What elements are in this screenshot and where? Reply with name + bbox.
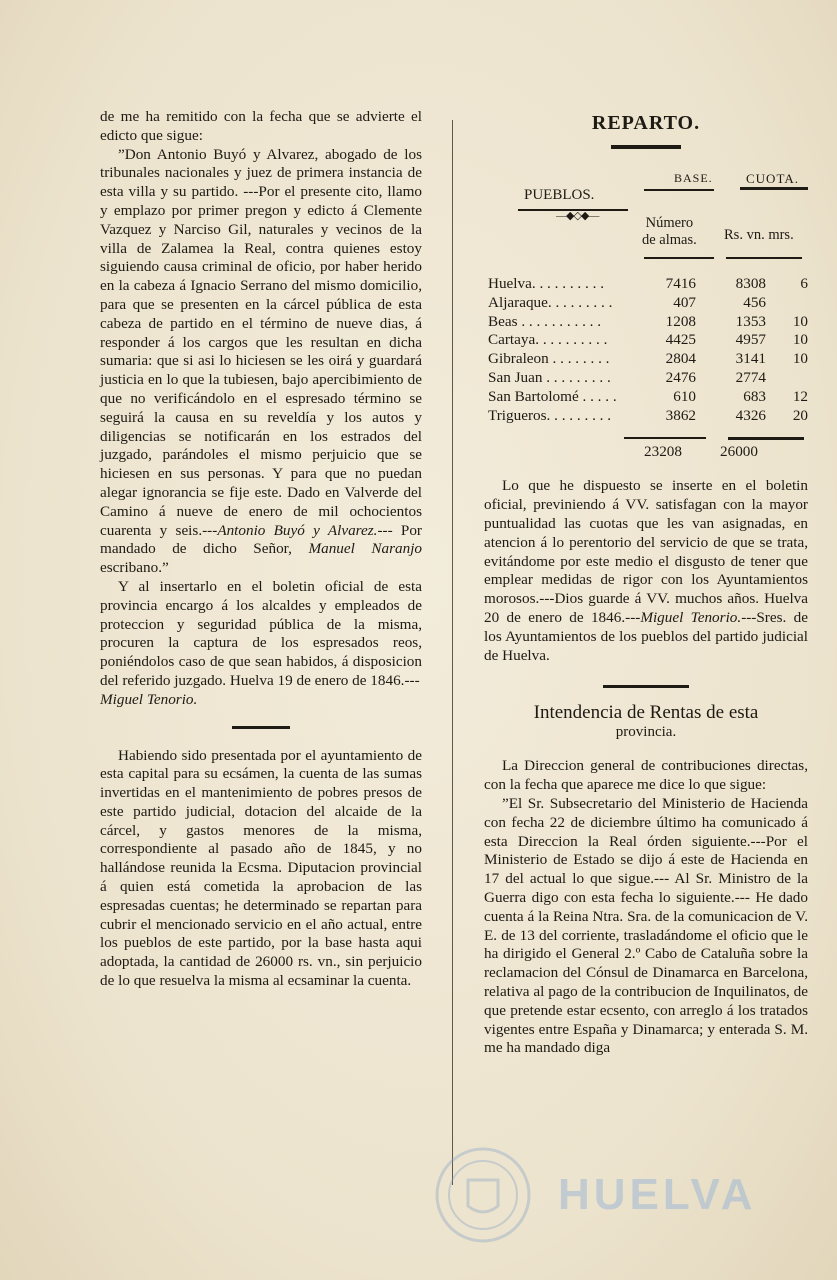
table-row (484, 388, 808, 407)
town-name: Trigueros. . . . . . . . . (488, 406, 612, 424)
edict-signature: Antonio Buyó y Alvarez. (217, 521, 378, 539)
insert-signature: Miguel Tenorio. (100, 690, 198, 708)
rs-value: 4326 (735, 406, 766, 424)
almas-value: 2476 (665, 368, 696, 386)
reparto-rule (611, 145, 681, 149)
edict-tail-b: escribano.” (100, 559, 169, 577)
town-name: Gibraleon . . . . . . . . (488, 350, 610, 368)
edict-text: ”Don Antonio Buyó y Alvarez, abogado de los tribunales nacionales y juez de primera instancia de esta villa y su partido. ---Por el presente cito, llamo y emplazo por primer pregon y edicto á Clemente Vazquez y Narciso Gil, naturales y vecinos de la villa de Zalamea la Real, contra quienes estoy siguiendo causa criminal de oficio, por haber herido en la cabeza á Ignacio Serrano del mismo domicilio, para que se presenten en la cárcel pública de esta cabeza de partido en el término de nueve dias, á responder á los cargos que les resultan en dicha sumaria: que si asi lo hiciesen se les oirá y guardará justicia en lo que la tubiesen, bajo apercibimiento de que no verificándolo en el espresado término se seguirá la causa en su reveldía y los autos y diligencias se notificarán en los estrados del juzgado, parándoles el mismo perjuicio que se hiciesen en sus personas. Y para que no puedan alegar ignorancia se fije este. Dado en Valverde del Camino á nueve de enero de mil ochocientos cuarenta y seis. (100, 145, 422, 539)
town-name: Aljaraque. . . . . . . . . (488, 293, 613, 311)
reparto-rows (484, 275, 808, 425)
rs-underline (726, 257, 802, 259)
header-base: BASE. (674, 171, 713, 185)
subsecretario-paragraph: ”El Sr. Subsecretario del Ministerio de Hacienda con fecha 22 de diciembre último ha comunicado á esta Direccion la Real órden siguiente.---Por el Ministerio de Estado se dijo á este de Hacienda en 17 del actual lo que sigue.--- Al Sr. Ministro de la Guerra digo con esta fecha lo siguiente.--- He dado cuenta á la Reina Ntra. Sra. de la comunicacion de V. E. de 13 del corriente, trasladándome el oficio que le ha dirigido el General 2.º Cabo de Cataluña sobre la reclamacion del Cónsul de Dinamarca en Barcelona, relativa al pago de la contribucion de Inquilinatos, de que pretende estar ecsento, con arreglo á los tratados vigentes entre España y Dinamarca; y enterada S. M. me ha mandado diga (484, 794, 808, 1057)
edict-signature-2: Manuel Naranjo (308, 540, 423, 558)
table-row (484, 407, 808, 426)
town-name: Huelva. . . . . . . . . . (488, 275, 604, 292)
right-column (484, 108, 808, 1058)
rs-value: 456 (743, 293, 766, 311)
almas-value: 610 (673, 387, 696, 405)
town-name: San Juan . . . . . . . . . (488, 368, 611, 386)
section-rule (232, 726, 290, 729)
almas-value: 1208 (665, 312, 696, 330)
mrs-value: 6 (800, 275, 808, 292)
reparto-paragraph (484, 477, 808, 665)
table-row (484, 313, 808, 332)
reparto-paragraph-tail: ---Sres. de los Ayuntamientos de los pueblos del partido judicial de Huelva. (484, 608, 808, 664)
town-name: San Bartolomé . . . . . (488, 387, 617, 405)
mrs-value: 10 (792, 312, 808, 330)
reparto-totals (484, 435, 808, 465)
rs-value: 1353 (735, 312, 766, 330)
watermark-text: HUELVA (558, 1170, 757, 1219)
reparto-title: REPARTO. (591, 112, 701, 134)
rs-value: 2774 (735, 368, 766, 386)
table-row (484, 331, 808, 350)
section-rule-right (603, 685, 689, 688)
reparto-table-header (484, 165, 808, 275)
total-rs-rule (728, 437, 804, 440)
reparto-signature: Miguel Tenorio. (640, 608, 742, 626)
header-numero-line1: Número (645, 215, 694, 231)
almas-value: 3862 (665, 406, 696, 424)
edict-paragraph: ”Don Antonio Buyó y Alvarez, abogado de los tribunales nacionales y juez de primera instancia de esta villa y su partido. ---Por el presente cito, llamo y emplazo por primer pregon y edicto á Clemente Vazquez y Narciso Gil, naturales y vecinos de la villa de Zalamea la Real, contra quienes estoy siguiendo causa criminal de oficio, por haber herido en la cabeza á Ignacio Serrano del mismo domicilio, para que se presenten en la cárcel pública de esta cabeza de partido en el término de nueve dias, á responder á los cargos que les resultan en dicha sumaria: que si asi lo hiciesen se les oirá y guardará justicia en lo que la tubiesen, bajo apercibimiento de que no verificándolo en el espresado término se seguirá la causa en su reveldía y los autos y diligencias se notificarán en los estrados del juzgado, parándoles el mismo perjuicio que se hiciesen en sus personas. Y para que no puedan alegar ignorancia se fije este. Dado en Valverde del Camino á nueve de enero de mil ochocientos cuarenta y seis.---Antonio Buyó y Alvarez.--- Por mandado de dicho Señor, Manuel Naranjo escribano.” (100, 145, 423, 577)
header-cuota: CUOTA. (746, 171, 799, 186)
mrs-value: 10 (792, 331, 808, 349)
seal-icon (428, 1140, 538, 1250)
rs-value: 4957 (735, 331, 766, 349)
header-cuota-line (740, 187, 808, 190)
edict-tail-a: --- Por mandado de dicho Señor, (100, 521, 422, 558)
rs-value: 3141 (735, 350, 766, 368)
section-subtitle: provincia. (615, 724, 677, 741)
total-almas-rule (624, 437, 706, 439)
mrs-value: 12 (792, 387, 808, 405)
table-row (484, 294, 808, 313)
rs-value: 8308 (735, 275, 766, 292)
column-divider (452, 120, 453, 1185)
table-row (484, 369, 808, 388)
insert-paragraph (100, 578, 422, 710)
header-numero (642, 215, 697, 249)
numero-underline (644, 257, 714, 259)
almas-value: 7416 (665, 275, 696, 292)
almas-value: 407 (673, 293, 696, 311)
mrs-value: 10 (792, 350, 808, 368)
almas-value: 4425 (665, 331, 696, 349)
almas-value: 2804 (665, 350, 696, 368)
mrs-value: 20 (792, 406, 808, 424)
left-column (100, 108, 422, 991)
paragraph-intro: de me ha remitido con la fecha que se advierte el edicto que sigue: (100, 108, 422, 144)
header-numero-line2: de almas. (642, 232, 697, 248)
direccion-paragraph: La Direccion general de contribuciones directas, con la fecha que aparece me dice lo que sigue: (484, 757, 808, 794)
total-rs: 26000 (720, 443, 758, 461)
table-row (484, 275, 808, 294)
cuenta-paragraph: Habiendo sido presentada por el ayuntamiento de esta capital para su ecsámen, la cuenta de las sumas invertidas en el mantenimiento de pobres presos de este partido judicial, dotacion del alcaide de la cárcel, y gastos menores de la misma, correspondiente al pasado año de 1845, y no hallándose reunida la Ecsma. Diputacion provincial á quien está cometida la aprobacion de las espresadas cuentas; he determinado se repartan para cubrir el mencionado servicio en el año actual, entre los pueblos de este partido, por la base hasta aqui adoptada, la cantidad de 26000 rs. vn., sin perjuicio de lo que resuelva la misma al ecsaminar la cuenta. (100, 746, 422, 990)
header-base-line (644, 189, 714, 191)
town-name: Beas . . . . . . . . . . . (488, 312, 602, 330)
town-name: Cartaya. . . . . . . . . . (488, 331, 608, 349)
header-rs: Rs. vn. mrs. (724, 227, 794, 243)
total-almas: 23208 (644, 443, 682, 461)
ornament-icon: —◆◇◆— (556, 210, 599, 222)
reparto-paragraph-text: Lo que he dispuesto se inserte en el boletin oficial, previniendo á VV. satisfagan con la mayor puntualidad las cuotas que les van asignadas, en atencion á lo perentorio del servicio de que se trata, evitándome por este medio el disgusto de tener que emplear medidas de rigor con los Ayuntamientos morosos.---Dios guarde á VV. muchos años. Huelva 20 de enero de 1846.--- (484, 477, 808, 626)
watermark (428, 1140, 808, 1250)
table-row (484, 350, 808, 369)
rs-value: 683 (743, 387, 766, 405)
insert-text: Y al insertarlo en el boletin oficial de esta provincia encargo á los alcaldes y empleados de proteccion y seguridad pública de la misma, procuren la captura de los espresados reos, poniéndolos caso de que sean habidos, á disposicion del referido juzgado. Huelva 19 de enero de 1846.--- (100, 577, 422, 689)
section-title: Intendencia de Rentas de esta (533, 702, 759, 724)
header-pueblos: PUEBLOS. (524, 187, 595, 203)
